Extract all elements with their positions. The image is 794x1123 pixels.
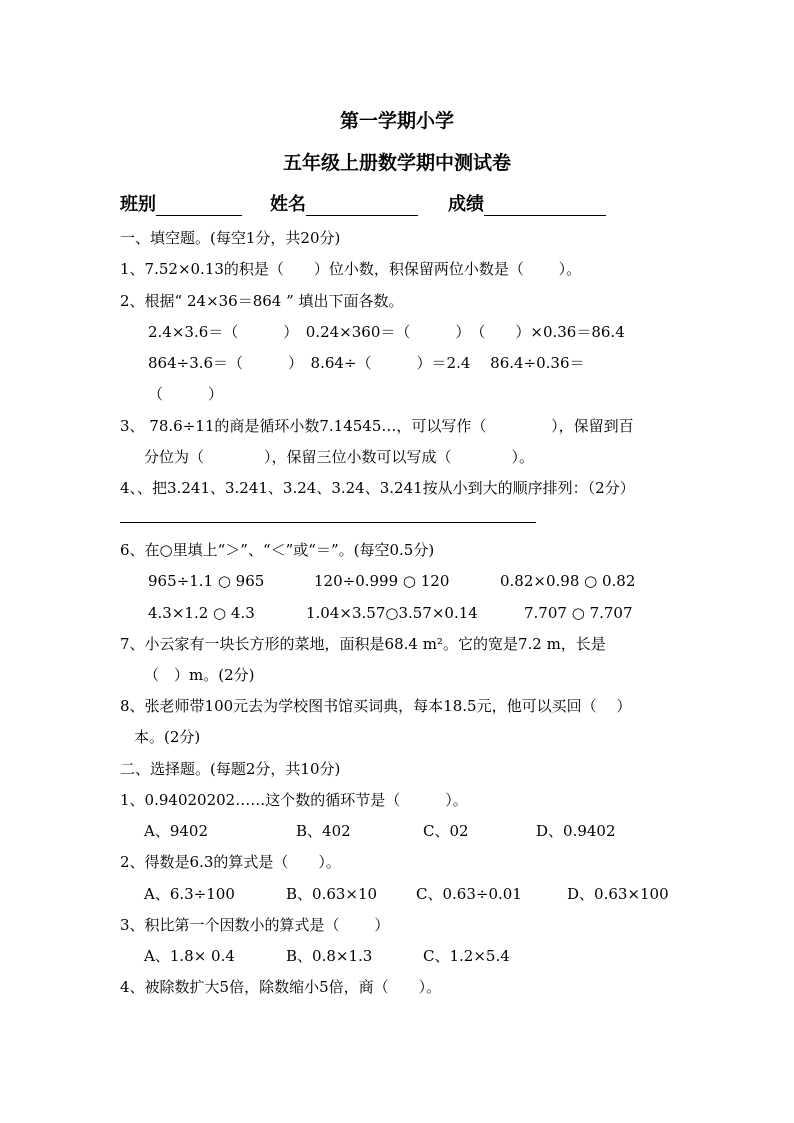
s1-question-1: 1、7.52×0.13的积是（ ）位小数，积保留两位小数是（ ）。 — [120, 260, 582, 278]
answer-line[interactable] — [120, 522, 536, 523]
section2-heading: 二、选择题。(每题2分，共10分) — [120, 760, 341, 778]
s1-q6-item-a2: 120÷0.999 ○ 120 — [314, 572, 450, 590]
s2-q2-option-b[interactable]: B、0.63×10 — [286, 885, 378, 903]
s1-q6-item-a1: 965÷1.1 ○ 965 — [148, 572, 265, 590]
score-blank[interactable] — [484, 197, 606, 216]
s2-q3-option-c[interactable]: C、1.2×5.4 — [423, 947, 510, 965]
class-field — [120, 190, 242, 216]
section1-heading: 一、填空题。(每空1分，共20分) — [120, 229, 341, 247]
title-line-2: 五年级上册数学期中测试卷 — [282, 152, 511, 174]
s2-q2-option-c[interactable]: C、0.63÷0.01 — [416, 885, 522, 903]
s2-question-2: 2、得数是6.3的算式是（ ）。 — [120, 853, 341, 871]
s1-question-3-a: 3、 78.6÷11的商是循环小数7.14545…，可以写作（ ），保留到百 — [120, 417, 634, 435]
score-field — [448, 190, 606, 216]
title-line-1: 第一学期小学 — [339, 110, 454, 132]
s1-question-2-row-a: 2.4×3.6＝（ ） 0.24×360＝（ ） （ ）×0.36＝86.4 — [148, 323, 625, 341]
s2-q2-option-a[interactable]: A、6.3÷100 — [144, 885, 235, 903]
s1-question-2-row-c: （ ） — [148, 385, 224, 403]
s2-question-4: 4、被除数扩大5倍，除数缩小5倍，商（ ）。 — [120, 978, 442, 996]
class-label: 班别 — [120, 194, 156, 215]
s1-question-8-b: 本。(2分) — [134, 728, 201, 746]
s1-question-7-a: 7、小云家有一块长方形的菜地，面积是68.4 m²。它的宽是7.2 m，长是 — [120, 635, 606, 653]
s1-question-3-b: 分位为（ ），保留三位小数可以写成（ ）。 — [144, 448, 535, 466]
s2-q1-option-b[interactable]: B、402 — [296, 822, 351, 840]
s1-q6-item-a3: 0.82×0.98 ○ 0.82 — [500, 572, 636, 590]
s2-q1-option-a[interactable]: A、9402 — [144, 822, 209, 840]
s1-question-8-a: 8、张老师带100元去为学校图书馆买词典，每本18.5元，他可以买回（ ） — [120, 697, 632, 715]
s2-q2-option-d[interactable]: D、0.63×100 — [567, 885, 669, 903]
s2-q1-option-d[interactable]: D、0.9402 — [536, 822, 616, 840]
s1-q6-item-b1: 4.3×1.2 ○ 4.3 — [148, 604, 255, 622]
s1-question-2-row-b: 864÷3.6＝（ ） 8.64÷（ ）＝2.4 86.4÷0.36＝ — [148, 354, 585, 372]
s2-question-3: 3、积比第一个因数小的算式是（ ） — [120, 916, 390, 934]
score-label: 成绩 — [448, 194, 484, 215]
s1-q6-item-b2: 1.04×3.57○3.57×0.14 — [306, 604, 478, 622]
s1-question-4: 4、、把3.241、3.241、3.24、3.24、3.241按从小到大的顺序排列：（2分） — [120, 479, 635, 497]
name-label: 姓名 — [270, 194, 306, 215]
class-blank[interactable] — [156, 197, 242, 216]
s1-q6-item-b3: 7.707 ○ 7.707 — [524, 604, 633, 622]
s2-q1-option-c[interactable]: C、02 — [423, 822, 469, 840]
s1-question-6: 6、在○里填上“＞”、“＜”或“＝”。(每空0.5分) — [120, 541, 435, 559]
name-field — [270, 190, 418, 216]
s2-q3-option-b[interactable]: B、0.8×1.3 — [286, 947, 373, 965]
s1-question-2: 2、根据“ 24×36＝864 ” 填出下面各数。 — [120, 292, 404, 310]
s1-question-7-b: （ ）m。(2分) — [144, 666, 255, 684]
s2-question-1: 1、0.94020202……这个数的循环节是（ ）。 — [120, 791, 468, 809]
name-blank[interactable] — [306, 197, 418, 216]
s2-q3-option-a[interactable]: A、1.8× 0.4 — [144, 947, 235, 965]
